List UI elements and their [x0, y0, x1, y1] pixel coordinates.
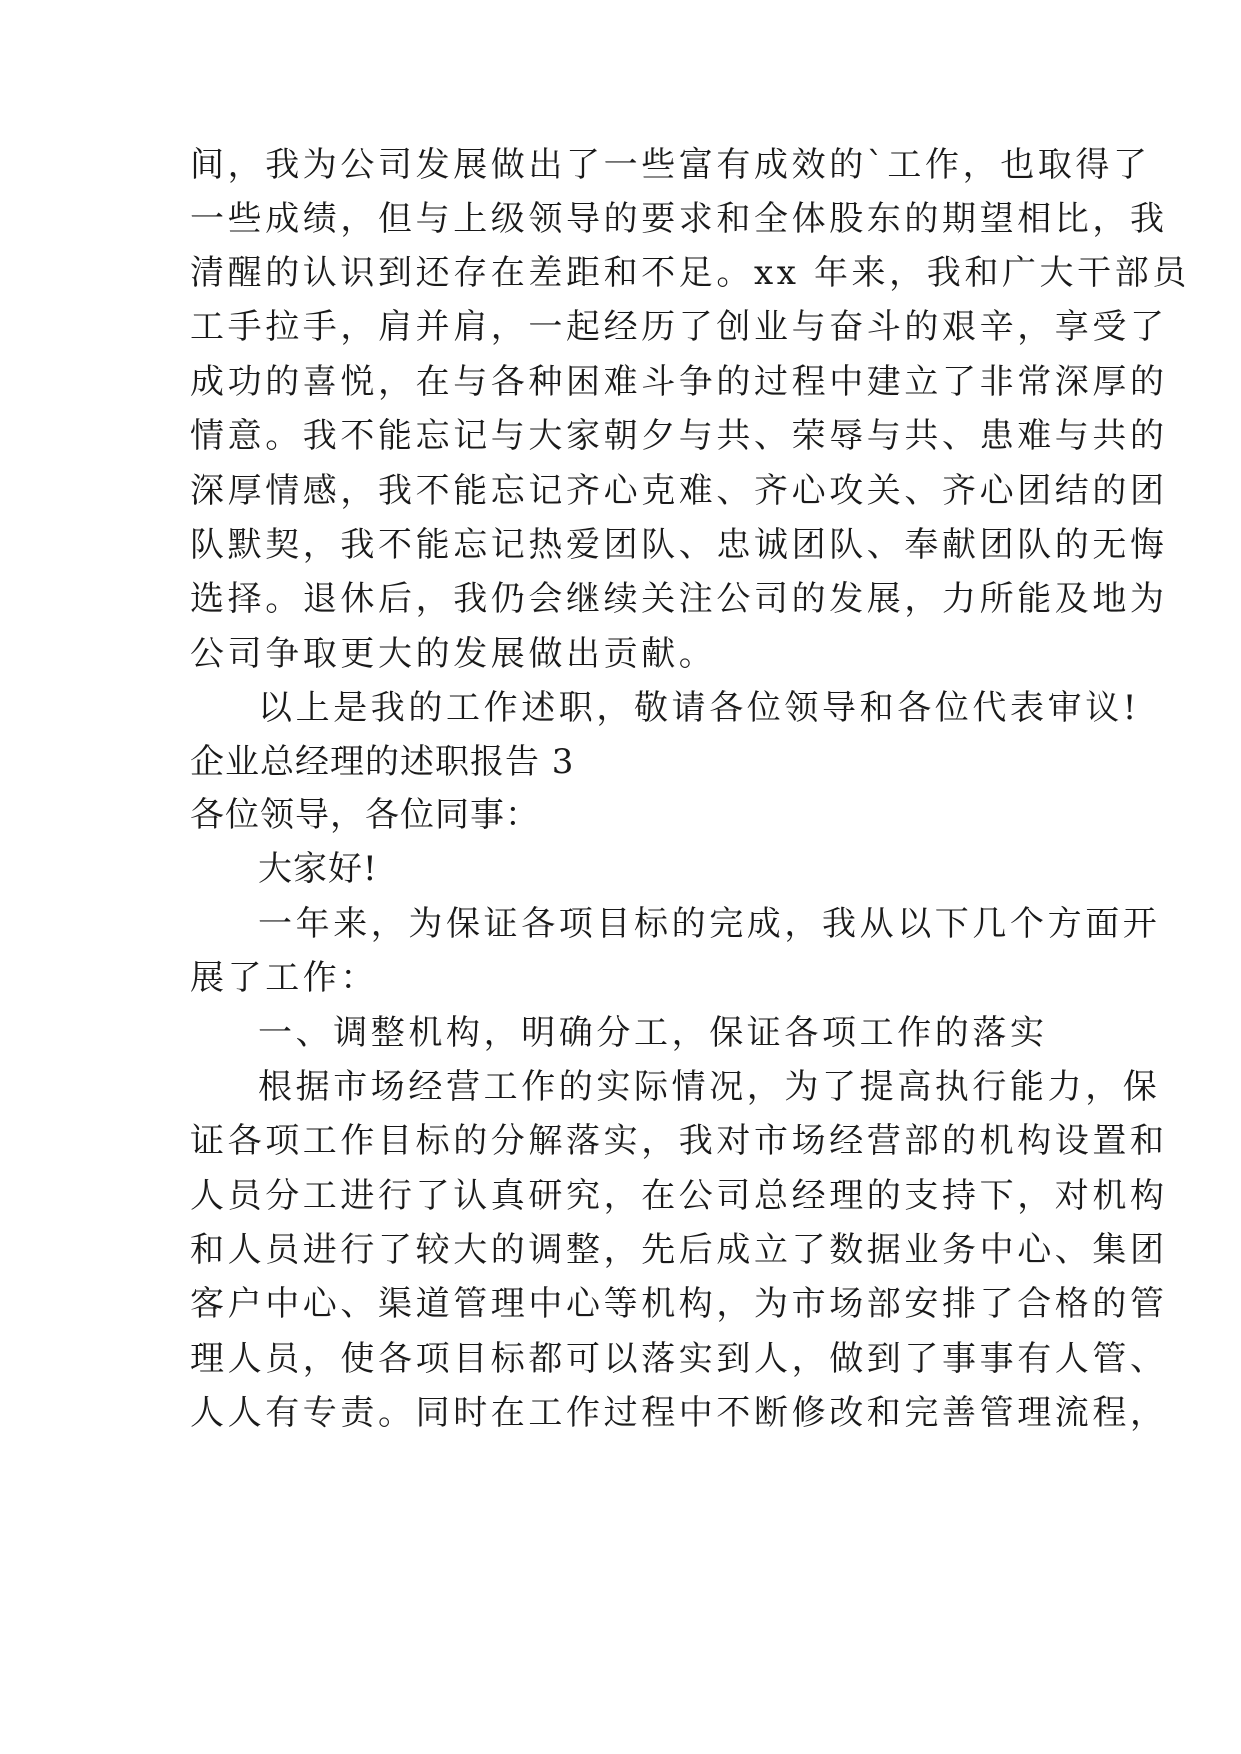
body-text-line: 客户中心、渠道管理中心等机构，为市场部安排了合格的管: [190, 1284, 1168, 1324]
body-text-line: 工手拉手，肩并肩，一起经历了创业与奋斗的艰辛，享受了: [190, 307, 1168, 347]
body-text-line: 人员分工进行了认真研究，在公司总经理的支持下，对机构: [190, 1176, 1168, 1216]
body-text-line: 间，我为公司发展做出了一些富有成效的`工作，也取得了: [190, 145, 1151, 185]
section-title: 企业总经理的述职报告 3: [190, 742, 575, 782]
intro-text-line: 一年来，为保证各项目标的完成，我从以下几个方面开: [258, 904, 1161, 944]
body-text-line: 根据市场经营工作的实际情况，为了提高执行能力，保: [258, 1067, 1161, 1107]
body-text-line: 深厚情感，我不能忘记齐心克难、齐心攻关、齐心团结的团: [190, 471, 1168, 511]
closing-text: 以上是我的工作述职，敬请各位领导和各位代表审议!: [258, 688, 1141, 728]
body-text-line: 成功的喜悦，在与各种困难斗争的过程中建立了非常深厚的: [190, 362, 1168, 402]
greeting: 大家好!: [258, 849, 378, 889]
body-text-line: 理人员，使各项目标都可以落实到人，做到了事事有人管、: [190, 1339, 1168, 1379]
body-text-line: 情意。我不能忘记与大家朝夕与共、荣辱与共、患难与共的: [190, 416, 1168, 456]
body-text-line: 队默契，我不能忘记热爱团队、忠诚团队、奉献团队的无悔: [190, 525, 1168, 565]
point-heading: 一、调整机构，明确分工，保证各项工作的落实: [258, 1013, 1048, 1053]
body-text-line: 证各项工作目标的分解落实，我对市场经营部的机构设置和: [190, 1121, 1168, 1161]
body-text-line: 清醒的认识到还存在差距和不足。xx 年来，我和广大干部员: [190, 253, 1190, 293]
body-text-line: 人人有专责。同时在工作过程中不断修改和完善管理流程，: [190, 1393, 1168, 1433]
intro-text-line: 展了工作：: [190, 958, 378, 998]
body-text-line: 一些成绩，但与上级领导的要求和全体股东的期望相比，我: [190, 199, 1168, 239]
body-text-line: 和人员进行了较大的调整，先后成立了数据业务中心、集团: [190, 1230, 1168, 1270]
salutation: 各位领导，各位同事：: [190, 795, 540, 835]
body-text-line: 公司争取更大的发展做出贡献。: [190, 634, 717, 674]
body-text-line: 选择。退休后，我仍会继续关注公司的发展，力所能及地为: [190, 579, 1168, 619]
